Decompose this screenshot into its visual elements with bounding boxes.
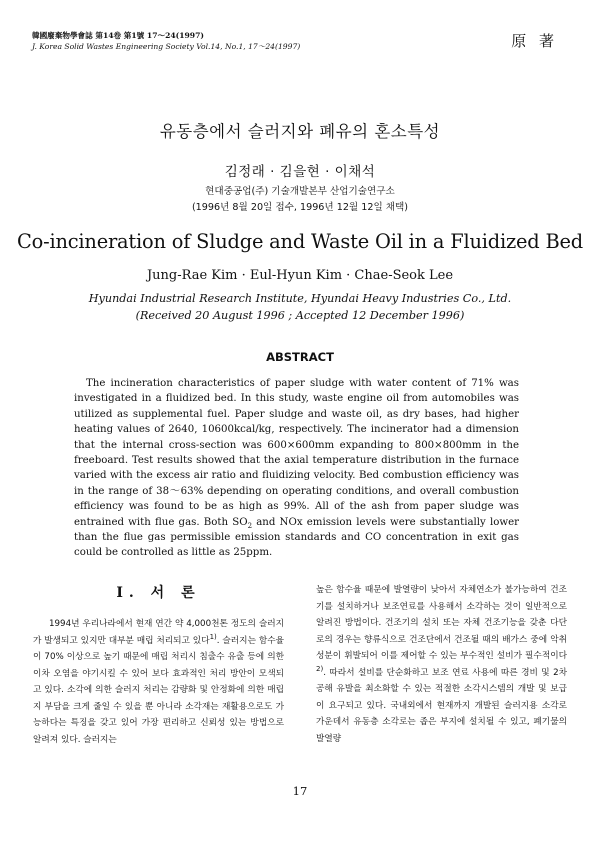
section-heading: Ⅰ. 서 론 <box>116 585 201 601</box>
journal-header <box>32 30 300 52</box>
authors-korean: 김정래 · 김을현 · 이채석 <box>224 164 376 180</box>
right-text-1: 높은 함수율 때문에 발열량이 낮아서 자체연소가 불가능하여 건조기를 설치하거나 보조연료를 사용해서 소각하는 것이 일반적으로 알려진 방법이다. 건조기의 설치 또는 자체 건조기능을 갖춘 다단로의 경우는 향류식으로 건조단에서 건조될 때의 배가스 중에 악취성분이 휘발되어 이를 제어할 수 있는 부수적인 설비가 필수적이다 <box>316 585 567 661</box>
abstract-heading: ABSTRACT <box>266 350 334 364</box>
abstract-text-1: The incineration characteristics of paper sludge with water content of 71% was investigated in a fluidized bed. In this study, waste engine oil from automobiles was utilized as supplemental fuel. Paper sludge and waste oil, as dry bases, had higher heating values of 2640, 10600kcal/kg, respectively. The incinerator had a dimension that the internal cross-section was 600×600mm expanding to 800×800mm in the freeboard. Test results showed that the axial temperature distribution in the furnace varied with the excess air ratio and fluidizing velocity. Bed combustion efficiency was in the range of 38～63% depending on operating conditions, and overall combustion efficiency was found to be as high as 99%. All of the ash from paper sludge was entrained with flue gas. Both SO <box>74 378 519 528</box>
intro-paragraph-right <box>316 582 567 747</box>
intro-paragraph-left <box>33 616 284 748</box>
affiliation-english: Hyundai Industrial Research Institute, Hyundai Heavy Industries Co., Ltd. <box>88 292 512 305</box>
dates-korean: (1996년 8월 20일 접수, 1996년 12월 12일 채택) <box>191 202 409 213</box>
dates-english: (Received 20 August 1996 ; Accepted 12 December 1996) <box>135 309 465 322</box>
page-number: 17 <box>292 784 308 798</box>
abstract-body <box>74 376 519 561</box>
right-column <box>316 582 567 747</box>
reference-marker-1: 1) <box>209 632 217 641</box>
left-column <box>33 582 284 748</box>
abstract-subscript: 2 <box>247 521 253 530</box>
affiliation-korean: 현대중공업(주) 기술개발본부 산업기술연구소 <box>205 186 395 197</box>
left-text-1: 1994년 우리나라에서 현재 연간 약 4,000천톤 정도의 슬러지가 발생되고 있지만 대부분 매립 처리되고 있다 <box>33 619 284 646</box>
left-text-2: . 슬러지는 함수율이 70% 이상으로 높기 때문에 매립 처리시 침출수 유출 등에 의한 이차 오염을 야기시킬 수 있어 보다 효과적인 처리 방안이 모색되고 있다. 소각에 의한 슬러지 처리는 감량화 및 안정화에 의한 매립지 부담을 크게 줄일 수 있을 뿐 아니라 소각재는 재활용으로도 가능하다는 특징을 갖고 있어 가장 편리하고 신뢰성 있는 방법으로 알려져 있다. 슬러지는 <box>33 635 284 745</box>
title-korean: 유동층에서 슬러지와 폐유의 혼소특성 <box>159 122 441 141</box>
article-type: 原 著 <box>511 32 558 50</box>
right-text-2: . 따라서 설비를 단순화하고 보조 연료 사용에 따른 경비 및 2차 공해 유발을 최소화할 수 있는 적절한 소각시스템의 개발 및 보급이 요구되고 있다. 국내외에서 현재까지 개발된 슬러지용 소각로 가운데서 유동층 소각로는 좁은 부지에 설치될 수 있고, 폐기물의 발열량 <box>316 667 567 744</box>
journal-name-english: J. Korea Solid Wastes Engineering Society Vol.14, No.1, 17～24(1997) <box>32 42 301 51</box>
title-english: Co-incineration of Sludge and Waste Oil in a Fluidized Bed <box>17 230 583 253</box>
abstract-text-2: and NOx emission levels were substantially lower than the flue gas permissible emission standards and CO concentration in exit gas could be controlled as little as 25ppm. <box>74 516 520 559</box>
reference-marker-2: 2) <box>316 664 324 673</box>
journal-name-korean: 韓國廢棄物學會誌 第14卷 第1號 17～24(1997) <box>32 31 204 40</box>
authors-english: Jung-Rae Kim · Eul-Hyun Kim · Chae-Seok Lee <box>146 268 454 283</box>
